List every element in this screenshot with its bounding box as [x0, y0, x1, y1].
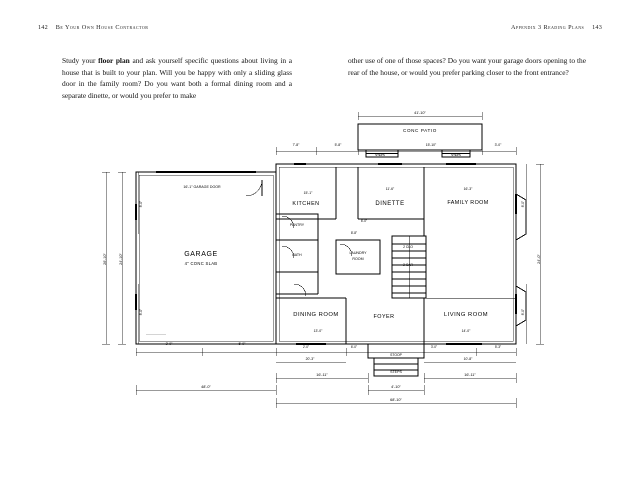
- svg-text:3'-0": 3'-0": [430, 345, 438, 349]
- svg-text:20'-3": 20'-3": [305, 357, 315, 361]
- room-label-kitchen: KITCHEN: [292, 201, 320, 207]
- room-label-dining-room: DINING ROOM: [293, 312, 339, 318]
- svg-text:8'-0": 8'-0": [139, 308, 143, 316]
- folio-right: 143: [592, 24, 602, 31]
- room-labels: [184, 128, 489, 374]
- svg-text:6'-0": 6'-0": [350, 345, 358, 349]
- floor-plan-drawing: [66, 104, 578, 414]
- svg-text:41'-10": 41'-10": [414, 111, 426, 115]
- svg-text:5'-0": 5'-0": [238, 342, 246, 346]
- svg-text:16'-3": 16'-3": [463, 187, 473, 191]
- svg-text:15'-1": 15'-1": [303, 191, 313, 195]
- svg-text:6'-0": 6'-0": [360, 219, 368, 223]
- running-head-right-title: Appendix 3 Reading Plans: [511, 24, 585, 31]
- svg-text:26'-10": 26'-10": [103, 253, 107, 265]
- floor-plan-svg: [66, 104, 578, 414]
- running-head-left: [38, 24, 148, 31]
- svg-text:16'-1" GARAGE DOOR: 16'-1" GARAGE DOOR: [183, 185, 221, 189]
- label-stoop: STOOP: [390, 353, 402, 357]
- svg-text:24'-10": 24'-10": [119, 253, 123, 265]
- running-head-right: [511, 24, 602, 31]
- svg-text:3'-0": 3'-0": [165, 342, 173, 346]
- room-label-pantry: PANTRY: [289, 223, 305, 227]
- room-sub-garage: 4" CONC SLAB: [184, 261, 218, 266]
- label-steps-patio-right: STEPS: [451, 153, 461, 157]
- svg-text:4'-10": 4'-10": [391, 385, 401, 389]
- svg-text:16'-11": 16'-11": [464, 373, 476, 377]
- svg-text:15'-10": 15'-10": [425, 143, 437, 147]
- svg-text:8'-0": 8'-0": [521, 308, 525, 316]
- room-label-family-room: FAMILY ROOM: [447, 200, 489, 206]
- svg-text:7'-8": 7'-8": [292, 143, 300, 147]
- room-label-laundry-sub: ROOM: [352, 257, 364, 261]
- room-label-bath: BATH: [292, 253, 302, 257]
- svg-text:11'-6": 11'-6": [385, 187, 395, 191]
- svg-text:24'-0": 24'-0": [537, 254, 541, 264]
- svg-text:8'-0": 8'-0": [521, 200, 525, 208]
- svg-text:5'-8": 5'-8": [334, 143, 342, 147]
- room-label-2car: 2 CAR: [403, 263, 413, 267]
- svg-text:2'-0": 2'-0": [302, 345, 310, 349]
- room-label-dinette: DINETTE: [375, 201, 405, 207]
- body-column-right: other use of one of those spaces? Do you want your garage doors opening to the rear of the house, or would you prefer parking closer to the front entrance?: [348, 56, 586, 77]
- label-conc-patio: CONC PATIO: [403, 128, 437, 133]
- svg-text:10'-8": 10'-8": [463, 357, 473, 361]
- svg-text:14'-0": 14'-0": [461, 329, 471, 333]
- room-label-garage: GARAGE: [184, 251, 218, 258]
- svg-text:5'-3": 5'-3": [494, 345, 502, 349]
- label-steps: STEPS: [390, 370, 402, 374]
- svg-text:3'-0": 3'-0": [494, 143, 502, 147]
- dimension-labels: [103, 111, 541, 402]
- svg-text:8'-0": 8'-0": [139, 200, 143, 208]
- svg-text:68'-10": 68'-10": [390, 398, 402, 402]
- svg-text:16'-11": 16'-11": [316, 373, 328, 377]
- label-steps-patio-left: STEPS: [375, 153, 385, 157]
- room-label-living-room: LIVING ROOM: [443, 312, 489, 318]
- svg-text:8'-8": 8'-8": [350, 231, 358, 235]
- room-label-foyer: FOYER: [373, 314, 395, 320]
- room-label-laundry: LAUNDRY: [349, 251, 367, 255]
- folio-left: 142: [38, 24, 48, 31]
- body-column-left: Study your floor plan and ask yourself specific questions about living in a house that is built to your plan. Will you be happy with only a sliding glass door in the family room? Do you want both a formal dining room and a separate dinette, or would you prefer to make: [62, 56, 293, 100]
- running-head-left-title: Be Your Own House Contractor: [55, 24, 149, 31]
- svg-text:48'-0": 48'-0": [201, 385, 211, 389]
- svg-text:13'-0": 13'-0": [313, 329, 323, 333]
- room-label-closet: 2 CLO: [403, 245, 413, 249]
